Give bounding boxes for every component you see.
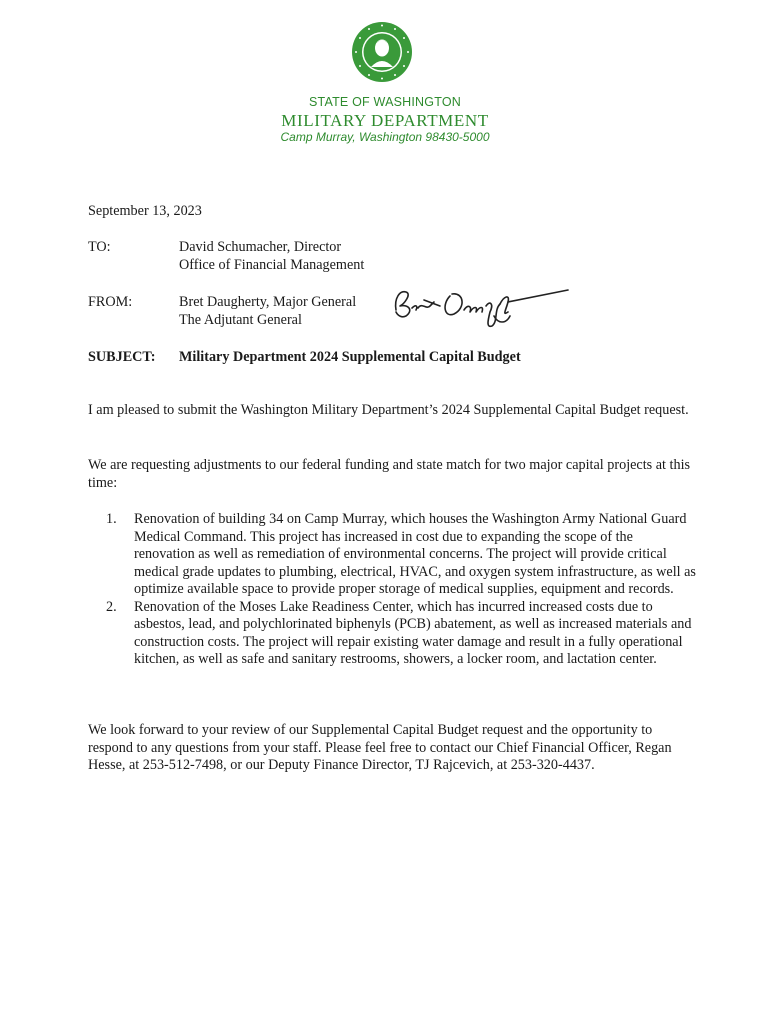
- subject-label: SUBJECT:: [88, 349, 156, 365]
- state-seal-icon: [351, 21, 413, 83]
- from-sender: [179, 294, 356, 329]
- list-item-text: Renovation of the Moses Lake Readiness Center, which has incurred increased costs due to asbestos, lead, and polychlorinated biphenyls (PCB) abatement, as well as increased materials and construction costs. The project will repair existing water damage and result in a fully operational kitchen, as well as safe and sanitary restrooms, showers, a locker room, and lactation center.: [134, 598, 692, 667]
- to-label: TO:: [88, 239, 111, 255]
- from-label: FROM:: [88, 294, 133, 310]
- letterhead-address: Camp Murray, Washington 98430-5000: [280, 130, 490, 144]
- signature: [390, 276, 570, 336]
- from-line: The Adjutant General: [179, 311, 302, 328]
- letterhead-state: STATE OF WASHINGTON: [309, 95, 461, 109]
- list-item: [106, 511, 696, 599]
- list-item: [106, 599, 696, 669]
- to-recipient: [179, 239, 364, 274]
- list-item-text: Renovation of building 34 on Camp Murray, which houses the Washington Army National Guard Medical Command. This project has increased in cost due to expanding the scope of the renovation as well as remediation of environmental concerns. The project will provide critical medical grade updates to plumbing, electrical, HVAC, and oxygen system infrastructure, as well as optimize available space to provide proper storage of medical supplies, equipment and records.: [134, 511, 696, 597]
- letter-date: September 13, 2023: [88, 203, 202, 219]
- to-line: Office of Financial Management: [179, 256, 365, 273]
- list-item-number: 1.: [106, 511, 117, 527]
- body-paragraph-closing: We look forward to your review of our Supplemental Capital Budget request and the opportunity to respond to any questions from your staff. Please feel free to contact our Chief Financial Officer, Regan Hesse, at 253-512-7498, or our Deputy Finance Director, TJ Rajcevich, at 253-320-4437.: [88, 722, 672, 773]
- to-line: David Schumacher, Director: [179, 239, 342, 255]
- from-line: Bret Daugherty, Major General: [179, 294, 357, 310]
- project-list: [106, 511, 696, 669]
- letterhead-department: MILITARY DEPARTMENT: [281, 111, 489, 130]
- subject-text: Military Department 2024 Supplemental Capital Budget: [179, 349, 521, 365]
- body-paragraph-request: We are requesting adjustments to our federal funding and state match for two major capital projects at this time:: [88, 457, 691, 491]
- body-paragraph-intro: I am pleased to submit the Washington Military Department’s 2024 Supplemental Capital Budget request.: [88, 402, 689, 418]
- list-item-number: 2.: [106, 598, 117, 615]
